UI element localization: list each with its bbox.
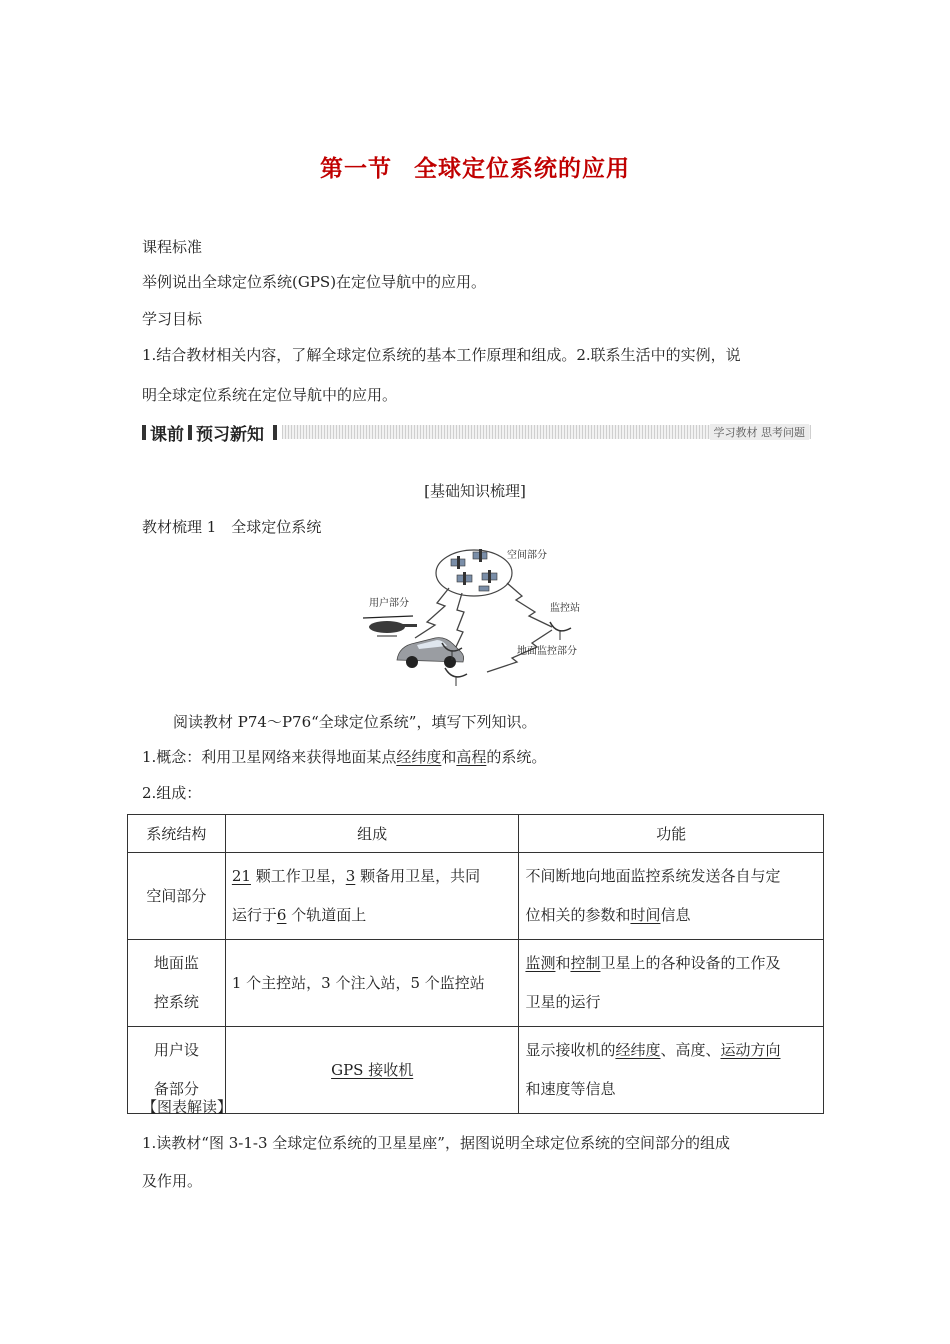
chart-reading-line-2: 及作用。 xyxy=(142,1172,203,1190)
answer-6: 6 xyxy=(276,906,287,924)
banner-divider xyxy=(188,425,192,440)
reading-instruction: 阅读教材 P74～P76“全球定位系统”，填写下列知识。 xyxy=(173,713,537,731)
cell-text: 用户设 xyxy=(153,1041,199,1059)
row-ground-function xyxy=(519,940,824,1027)
cell-text: 卫星的运行 xyxy=(525,993,601,1011)
row-space-function xyxy=(519,853,824,940)
cell-text: 个轨道面上 xyxy=(286,906,367,924)
answer-21: 21 xyxy=(231,867,251,885)
banner-divider xyxy=(142,425,146,440)
satellite-dish-icon xyxy=(445,668,467,686)
satellite-icon xyxy=(482,570,497,583)
topic-heading: 教材梳理 1 全球定位系统 xyxy=(142,518,322,536)
banner-right-label: 学习教材 思考问题 xyxy=(710,424,810,440)
goals-heading: 学习目标 xyxy=(142,310,203,328)
table-row xyxy=(128,853,824,940)
title-section-number: 第一节 xyxy=(320,155,392,182)
signal-link-ground xyxy=(455,593,464,649)
concept-answer-2: 高程 xyxy=(456,748,487,766)
answer-monitor: 监测 xyxy=(525,954,556,972)
answer-control: 控制 xyxy=(570,954,601,972)
header-structure: 系统结构 xyxy=(128,815,226,853)
gps-composition-table xyxy=(127,814,824,1114)
table-header-row xyxy=(128,815,824,853)
cell-text: 信息 xyxy=(660,906,691,924)
cell-text: 地面监 xyxy=(153,954,199,972)
satellite-icon xyxy=(479,586,489,591)
cell-text: 备部分 xyxy=(153,1080,199,1098)
satellite-icon xyxy=(451,556,465,569)
label-space-segment: 空间部分 xyxy=(507,550,547,561)
row-user-composition xyxy=(225,1027,519,1114)
composition-heading: 2.组成： xyxy=(142,784,202,802)
car-icon xyxy=(397,638,464,668)
preview-banner xyxy=(142,421,811,443)
concept-connector: 和 xyxy=(441,748,457,766)
answer-lat-long: 经纬度 xyxy=(615,1041,661,1059)
label-monitor-station: 监控站 xyxy=(550,603,580,614)
header-function: 功能 xyxy=(519,815,824,853)
table-row xyxy=(128,940,824,1027)
helicopter-icon xyxy=(363,616,417,636)
banner-label-1: 课前 xyxy=(150,424,184,445)
goals-line-2: 明全球定位系统在定位导航中的应用。 xyxy=(142,386,398,404)
row-user-function xyxy=(519,1027,824,1114)
answer-direction: 运动方向 xyxy=(720,1041,781,1059)
chart-reading-heading: 【图表解读】 xyxy=(142,1098,233,1116)
cell-text: 颗备用卫星，共同 xyxy=(355,867,481,885)
satellite-dish-icon xyxy=(550,622,571,640)
cell-text: 、高度、 xyxy=(660,1041,721,1059)
cell-text: 位相关的参数和 xyxy=(525,906,631,924)
signal-link-user xyxy=(415,588,449,638)
answer-gps-receiver: GPS 接收机 xyxy=(331,1060,414,1079)
row-ground-composition: 1 个主控站，3 个注入站，5 个监控站 xyxy=(225,940,519,1027)
cell-text: 和速度等信息 xyxy=(525,1080,616,1098)
cell-text: 运行于 xyxy=(231,906,277,924)
answer-time: 时间 xyxy=(630,906,661,924)
signal-link-monitor xyxy=(507,583,552,627)
cell-text: 卫星上的各种设备的工作及 xyxy=(600,954,781,972)
row-space-composition xyxy=(225,853,519,940)
title-text: 全球定位系统的应用 xyxy=(414,155,630,182)
row-ground-name xyxy=(128,940,226,1027)
label-ground-segment: 地面监控部分 xyxy=(517,646,577,657)
cell-text: 显示接收机的 xyxy=(525,1041,616,1059)
cell-text: 控系统 xyxy=(153,993,199,1011)
cell-text: 和 xyxy=(555,954,571,972)
concept-suffix: 的系统。 xyxy=(486,748,547,766)
curriculum-text: 举例说出全球定位系统(GPS)在定位导航中的应用。 xyxy=(142,273,487,291)
concept-answer-1: 经纬度 xyxy=(396,748,442,766)
satellite-icon xyxy=(457,572,472,585)
header-composition: 组成 xyxy=(225,815,519,853)
goals-line-1: 1.结合教材相关内容，了解全球定位系统的基本工作原理和组成。2.联系生活中的实例，说 xyxy=(142,346,741,364)
gps-diagram xyxy=(357,548,595,688)
chart-reading-line-1: 1.读教材“图 3-1-3 全球定位系统的卫星星座”，据图说明全球定位系统的空间部分的组成 xyxy=(142,1134,730,1152)
concept-line xyxy=(142,747,546,767)
answer-3: 3 xyxy=(345,867,356,885)
row-space-name: 空间部分 xyxy=(128,853,226,940)
cell-text: 不间断地向地面监控系统发送各自与定 xyxy=(525,867,781,885)
concept-prefix: 1.概念：利用卫星网络来获得地面某点 xyxy=(142,748,397,766)
label-user-segment: 用户部分 xyxy=(369,598,409,609)
cell-text: 颗工作卫星， xyxy=(250,867,346,885)
banner-divider xyxy=(273,425,277,440)
section-heading: [基础知识梳理] xyxy=(424,482,526,500)
page-title xyxy=(0,150,950,183)
curriculum-heading: 课程标准 xyxy=(142,238,203,256)
banner-label-2: 预习新知 xyxy=(196,424,264,445)
